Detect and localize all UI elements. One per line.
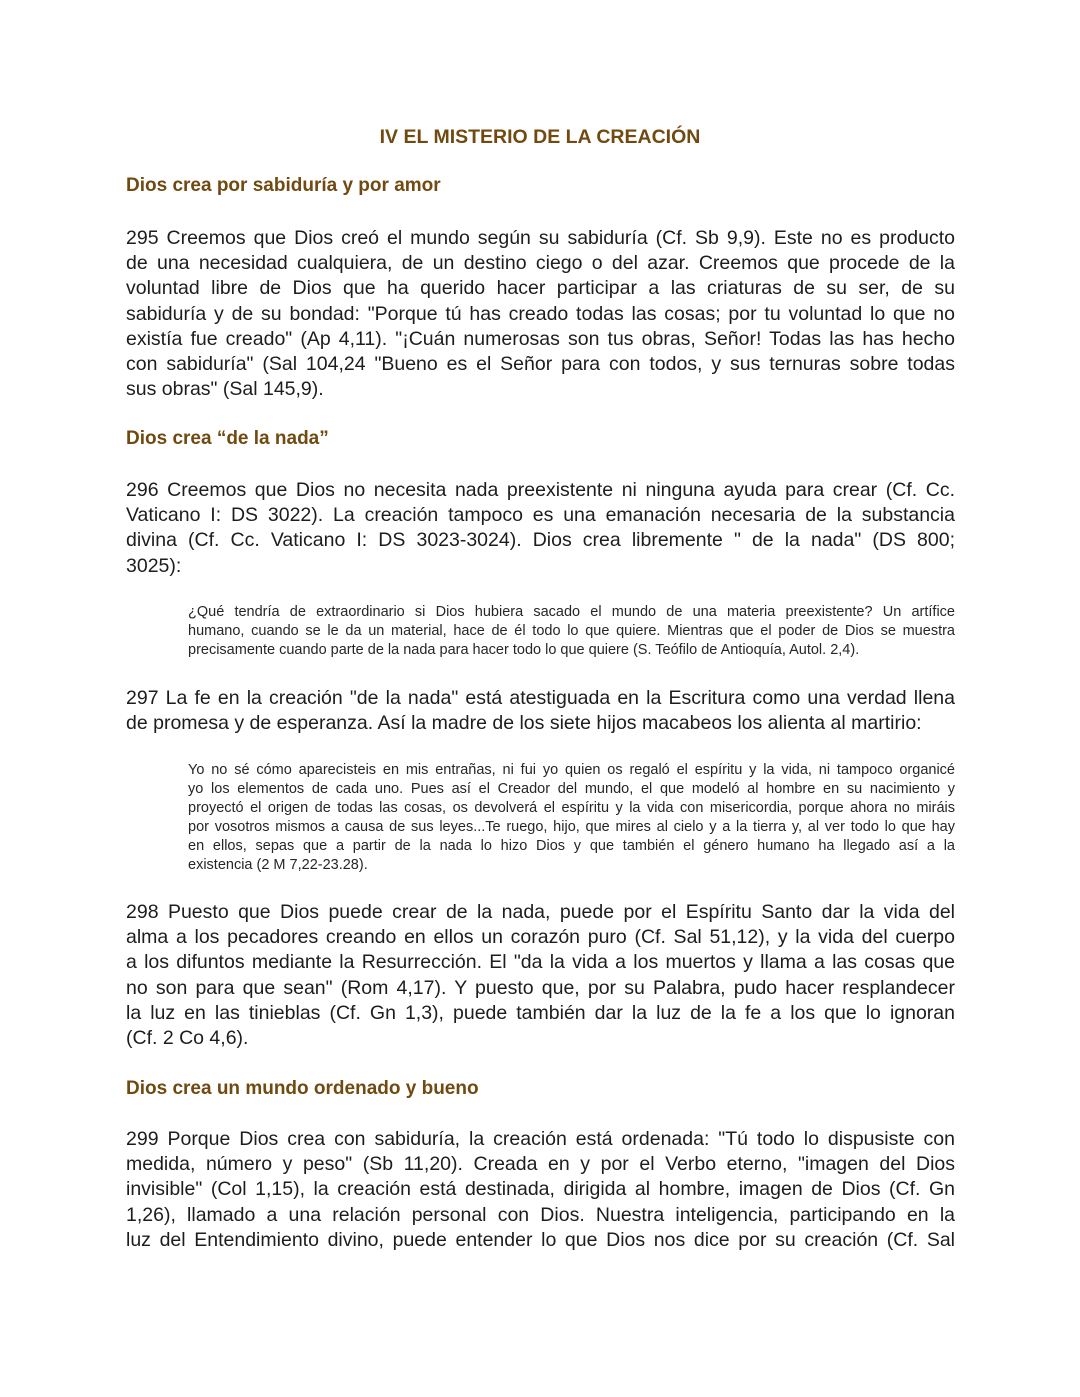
quote-line: Yo no sé cómo aparecisteis en mis entrañas, ni fui yo quien os regaló el espíritu y la vida, ni tampoco organicé	[188, 762, 955, 778]
text-line: 298 Puesto que Dios puede crear de la nada, puede por el Espíritu Santo dar la vida del	[126, 901, 955, 923]
text-line: luz del Entendimiento divino, puede entender lo que Dios nos dice por su creación (Cf. Sal	[126, 1228, 955, 1251]
quote-line: proyectó el origen de todas las cosas, os devolverá el espíritu y la vida con misericordia, porque ahora no miráis	[188, 800, 955, 816]
paragraph-298	[126, 900, 955, 1051]
text-line: no son para que sean" (Rom 4,17). Y puesto que, por su Palabra, pudo hacer resplandecer	[126, 976, 955, 999]
text-line: Vaticano I: DS 3022). La creación tampoco es una emanación necesaria de la substancia	[126, 504, 955, 527]
paragraph-299	[126, 1127, 955, 1253]
quote-line: precisamente cuando parte de la nada para hacer todo lo que quiere (S. Teófilo de Antioquía, Autol. 2,4).	[188, 642, 860, 658]
text-line: 297 La fe en la creación "de la nada" está atestiguada en la Escritura como una verdad llena	[126, 687, 955, 709]
quote-line: yo los elementos de cada uno. Pues así el Creador del mundo, el que modeló al hombre en su nacimiento y	[188, 781, 955, 797]
paragraph-296	[126, 478, 955, 579]
text-line: 296 Creemos que Dios no necesita nada preexistente ni ninguna ayuda para crear (Cf. Cc.	[126, 479, 955, 501]
quote-line: por vosotros mismos a causa de sus leyes...Te ruego, hijo, que mires al cielo y a la tierra y, al ver todo lo que hay	[188, 819, 955, 835]
section-heading-mundo-ordenado: Dios crea un mundo ordenado y bueno	[126, 1078, 479, 1099]
paragraph-295	[126, 226, 955, 402]
text-line: divina (Cf. Cc. Vaticano I: DS 3023-3024). Dios crea libremente " de la nada" (DS 800;	[126, 529, 955, 552]
text-line: a los difuntos mediante la Resurrección. El "da la vida a los muertos y llama a las cosas que	[126, 951, 955, 974]
text-line: la luz en las tinieblas (Cf. Gn 1,3), puede también dar la luz de la fe a los que lo ignoran	[126, 1001, 955, 1024]
paragraph-297	[126, 686, 955, 736]
blockquote-teofilo	[188, 603, 955, 660]
text-line: alma a los pecadores creando en ellos un corazón puro (Cf. Sal 51,12), y la vida del cuerpo	[126, 926, 955, 949]
blockquote-macabeos	[188, 761, 955, 875]
text-line: de promesa y de esperanza. Así la madre de los siete hijos macabeos los alienta al martirio:	[126, 712, 922, 735]
text-line: sus obras" (Sal 145,9).	[126, 378, 324, 401]
quote-line: ¿Qué tendría de extraordinario si Dios hubiera sacado el mundo de una materia preexistente? Un artífice	[188, 604, 955, 620]
text-line: existía fue creado" (Ap 4,11). "¡Cuán numerosas son tus obras, Señor! Todas las has hecho	[126, 327, 955, 350]
text-line: voluntad libre de Dios que ha querido hacer participar a las criaturas de su ser, de su	[126, 277, 955, 300]
text-line: sabiduría y de su bondad: "Porque tú has creado todas las cosas; por tu voluntad lo que no	[126, 302, 955, 325]
section-heading-sabiduria: Dios crea por sabiduría y por amor	[126, 175, 441, 196]
text-line: de una necesidad cualquiera, de un destino ciego o del azar. Creemos que procede de la	[126, 252, 955, 275]
text-line: 3025):	[126, 554, 182, 577]
quote-line: existencia (2 M 7,22-23.28).	[188, 857, 368, 873]
quote-line: humano, cuando se le da un material, hace de él todo lo que quiere. Mientras que el poder de Dios se muestra	[188, 623, 955, 639]
text-line: invisible" (Col 1,15), la creación está destinada, dirigida al hombre, imagen de Dios (Cf. Gn	[126, 1178, 955, 1201]
text-line: 295 Creemos que Dios creó el mundo según su sabiduría (Cf. Sb 9,9). Este no es producto	[126, 227, 955, 249]
text-line: 1,26), llamado a una relación personal con Dios. Nuestra inteligencia, participando en la	[126, 1203, 955, 1226]
text-line: 299 Porque Dios crea con sabiduría, la creación está ordenada: "Tú todo lo dispusiste con	[126, 1128, 955, 1150]
quote-line: en ellos, sepas que a partir de la nada lo hizo Dios y que también el género humano ha llegado así a la	[188, 838, 955, 854]
text-line: medida, número y peso" (Sb 11,20). Creada en y por el Verbo eterno, "imagen del Dios	[126, 1153, 955, 1176]
page-title: IV EL MISTERIO DE LA CREACIÓN	[379, 126, 701, 148]
text-line: con sabiduría" (Sal 104,24 "Bueno es el Señor para con todos, y sus ternuras sobre todas	[126, 353, 955, 376]
section-heading-de-la-nada: Dios crea “de la nada”	[126, 428, 329, 449]
text-line: (Cf. 2 Co 4,6).	[126, 1027, 249, 1050]
